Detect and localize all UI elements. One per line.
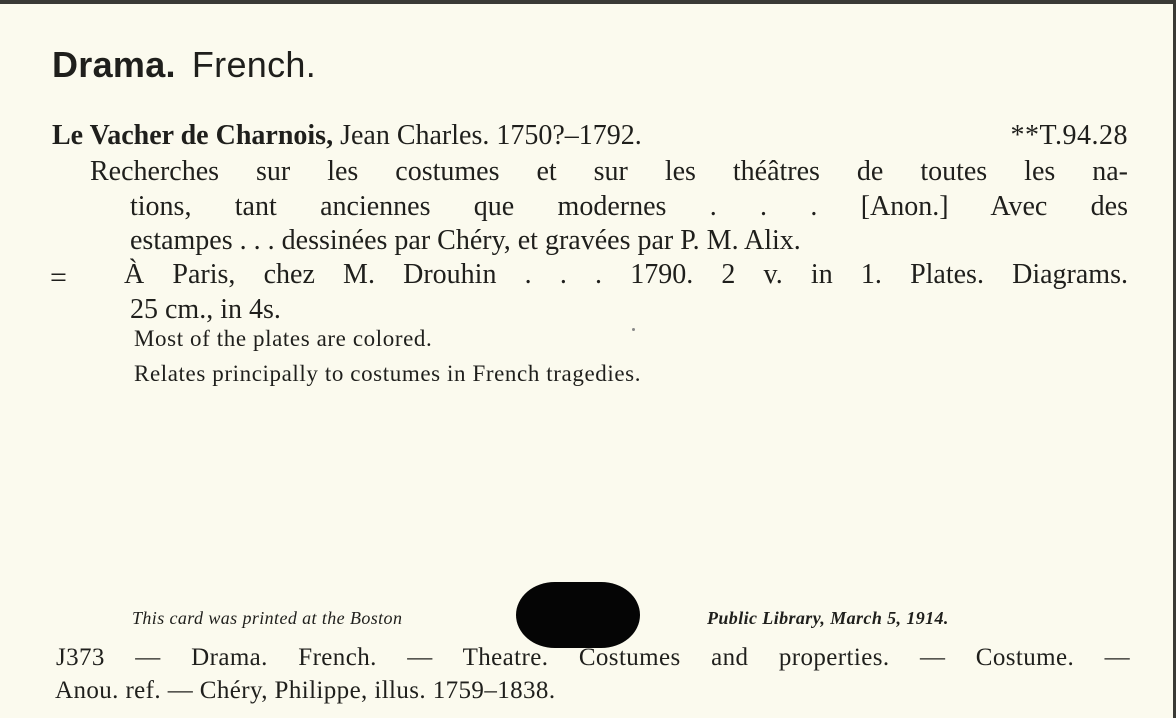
author-line xyxy=(52,120,1128,152)
heading-main: Drama. xyxy=(52,44,176,85)
author-dates: Jean Charles. 1750?–1792. xyxy=(333,120,642,151)
title-line-3: estampes . . . dessinées par Chéry, et gravées par P. M. Alix. xyxy=(130,225,801,256)
heading-sub: French. xyxy=(191,44,317,85)
title-line-1: Recherches sur les costumes et sur les théâtres de toutes les na- xyxy=(90,156,1128,187)
printed-by-left: This card was printed at the Boston xyxy=(132,608,403,628)
call-number: **T.94.28 xyxy=(1010,120,1128,151)
paper-speck xyxy=(632,328,635,331)
subject-heading xyxy=(52,44,316,86)
tracings-line-2: Anou. ref. — Chéry, Philippe, illus. 1759–1838. xyxy=(55,677,556,704)
note-colored-plates: Most of the plates are colored. xyxy=(134,326,433,351)
hyphen-equals-mark: = xyxy=(50,261,67,294)
author-name: Le Vacher de Charnois, xyxy=(52,120,334,151)
note-relates: Relates principally to costumes in French tragedies. xyxy=(134,361,642,386)
collation-line: 25 cm., in 4s. xyxy=(130,294,281,325)
tracings-line-1: J373 — Drama. French. — Theatre. Costumes and properties. — Costume. — xyxy=(56,644,1130,671)
title-line-2: tions, tant anciennes que modernes . . . [Anon.] Avec des xyxy=(130,191,1128,222)
imprint-line: À Paris, chez M. Drouhin . . . 1790. 2 v. in 1. Plates. Diagrams. xyxy=(124,259,1128,290)
redaction-blot xyxy=(516,582,640,648)
printed-by-right: Public Library, March 5, 1914. xyxy=(707,608,949,628)
